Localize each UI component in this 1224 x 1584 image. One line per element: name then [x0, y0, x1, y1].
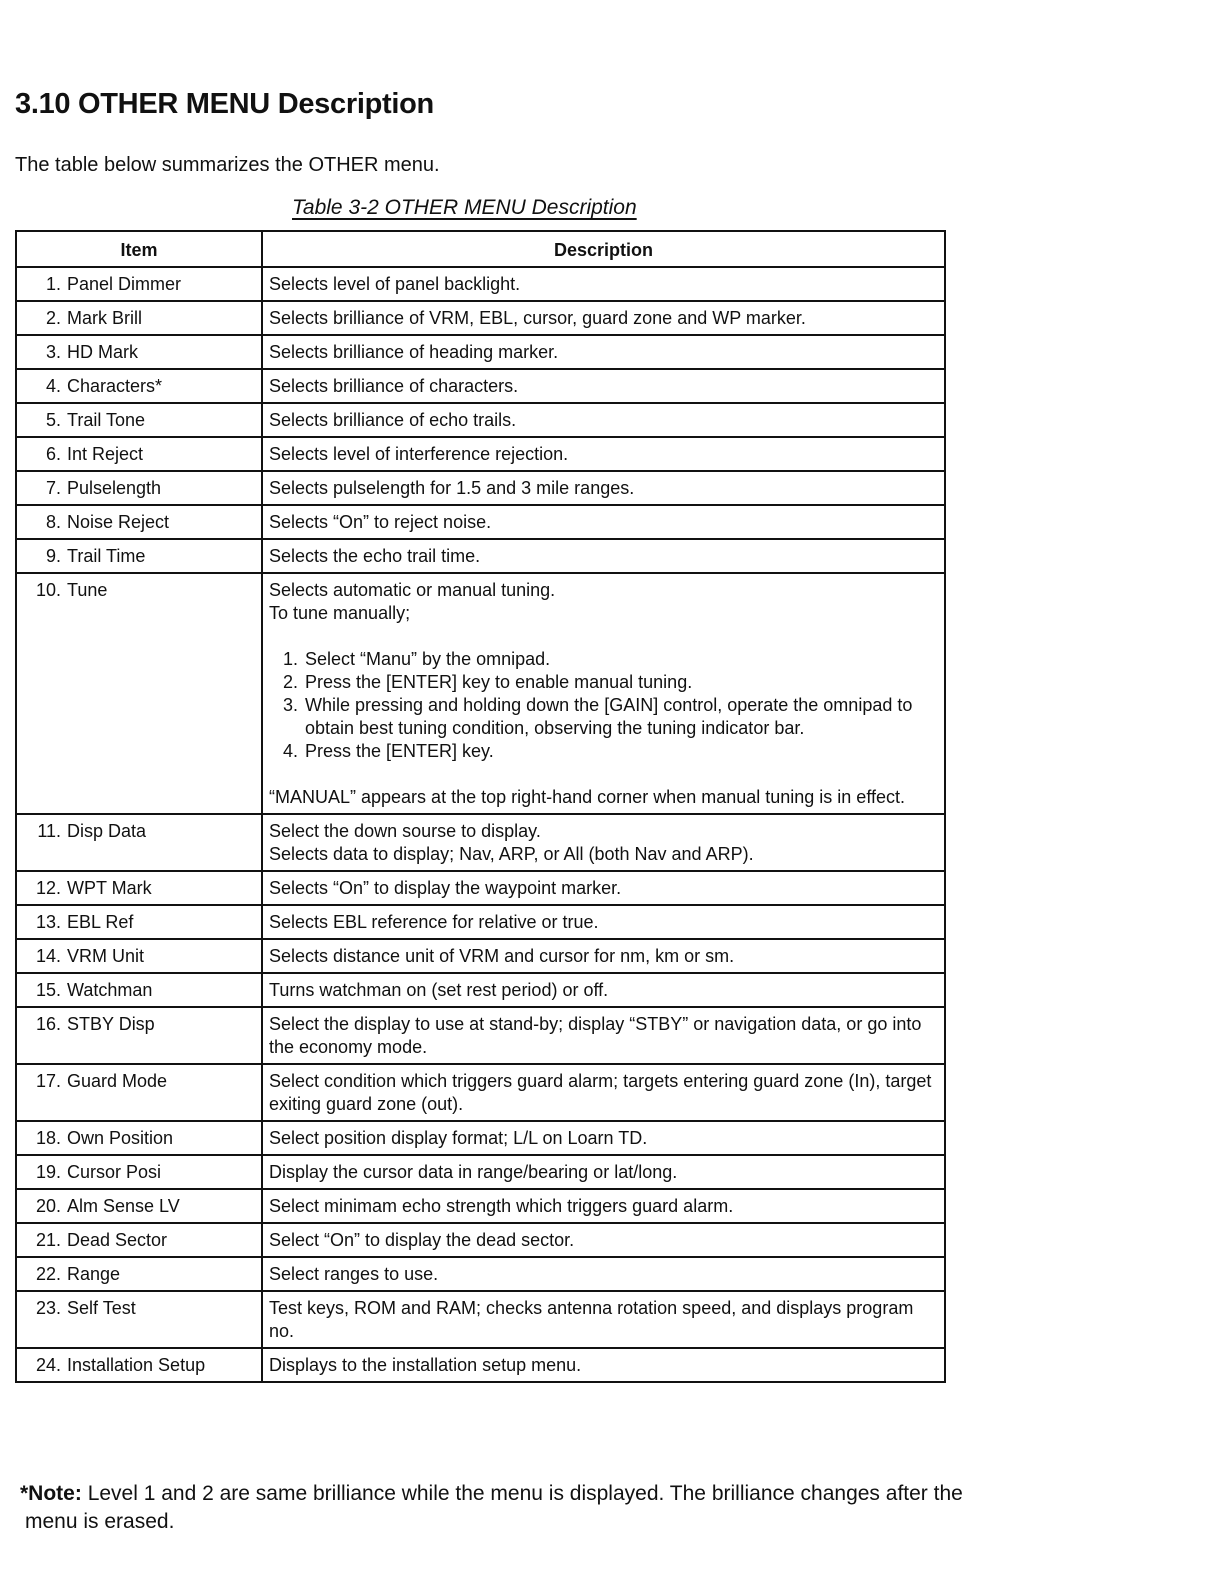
item-cell	[16, 471, 262, 505]
manual-note: “MANUAL” appears at the top right-hand corner when manual tuning is in effect.	[269, 787, 906, 807]
table-row	[16, 1064, 945, 1121]
item-name: Panel Dimmer	[67, 274, 182, 294]
description-cell	[262, 1121, 945, 1155]
description-cell	[262, 539, 945, 573]
description-text: Turns watchman on (set rest period) or off.	[269, 980, 609, 1000]
description-cell	[262, 505, 945, 539]
description-text: Select the down sourse to display.	[269, 821, 541, 841]
table-row	[16, 1121, 945, 1155]
item-number: 11.	[37, 821, 61, 841]
item-number: 20.	[35, 1196, 61, 1216]
table-row	[16, 301, 945, 335]
item-number: 3.	[45, 342, 61, 362]
page-title: 3.10 OTHER MENU Description	[15, 88, 434, 120]
description-cell	[262, 905, 945, 939]
description-text: Selects the echo trail time.	[269, 546, 481, 566]
item-name: Own Position	[67, 1128, 174, 1148]
item-number: 21.	[35, 1230, 61, 1250]
description-cell	[262, 1348, 945, 1382]
description-text: Selects distance unit of VRM and cursor for nm, km or sm.	[269, 946, 735, 966]
tuning-steps	[269, 648, 938, 763]
item-number: 14.	[35, 946, 61, 966]
item-cell	[16, 1007, 262, 1064]
item-name: Pulselength	[67, 478, 162, 498]
description-cell	[262, 573, 945, 814]
table-row	[16, 905, 945, 939]
item-number: 16.	[35, 1014, 61, 1034]
item-name: Alm Sense LV	[67, 1196, 180, 1216]
intro-text: The table below summarizes the OTHER menu.	[15, 154, 440, 176]
tuning-step: 1. Select “Manu” by the omnipad.	[303, 648, 938, 671]
description-cell	[262, 1291, 945, 1348]
description-text: Test keys, ROM and RAM; checks antenna rotation speed, and displays program no.	[269, 1298, 914, 1341]
description-text: Select condition which triggers guard alarm; targets entering guard zone (In), target exiting guard zone (out).	[269, 1071, 932, 1114]
item-number: 6.	[45, 444, 61, 464]
description-cell	[262, 939, 945, 973]
item-number: 12.	[35, 878, 61, 898]
description-text: Select position display format; L/L on Loarn TD.	[269, 1128, 648, 1148]
item-name: WPT Mark	[67, 878, 152, 898]
item-cell	[16, 973, 262, 1007]
item-cell	[16, 1223, 262, 1257]
item-number: 15.	[35, 980, 61, 1000]
description-text: Select “On” to display the dead sector.	[269, 1230, 575, 1250]
item-cell	[16, 369, 262, 403]
item-name: EBL Ref	[67, 912, 134, 932]
description-cell	[262, 1189, 945, 1223]
description-text: Selects automatic or manual tuning.	[269, 580, 556, 600]
item-number: 4.	[45, 376, 61, 396]
description-cell	[262, 301, 945, 335]
item-cell	[16, 939, 262, 973]
description-text: Selects brilliance of echo trails.	[269, 410, 517, 430]
item-name: Characters*	[67, 376, 163, 396]
description-cell	[262, 369, 945, 403]
item-cell	[16, 1348, 262, 1382]
description-cell	[262, 1064, 945, 1121]
item-number: 13.	[35, 912, 61, 932]
item-cell	[16, 1155, 262, 1189]
item-name: Cursor Posi	[67, 1162, 162, 1182]
item-name: Trail Time	[67, 546, 146, 566]
item-cell	[16, 573, 262, 814]
description-cell	[262, 403, 945, 437]
table-row	[16, 573, 945, 814]
item-name: Mark Brill	[67, 308, 142, 328]
item-name: Self Test	[67, 1298, 136, 1318]
item-number: 1.	[45, 274, 61, 294]
item-name: Disp Data	[67, 821, 147, 841]
description-cell	[262, 814, 945, 871]
description-text: Selects data to display; Nav, ARP, or All (both Nav and ARP).	[269, 844, 754, 864]
table-body	[16, 267, 945, 1382]
tuning-step: 4. Press the [ENTER] key.	[303, 740, 938, 763]
item-number: 23.	[35, 1298, 61, 1318]
item-name: Trail Tone	[67, 410, 146, 430]
item-name: Watchman	[67, 980, 153, 1000]
item-number: 19.	[35, 1162, 61, 1182]
table-row	[16, 539, 945, 573]
description-text: Selects “On” to display the waypoint marker.	[269, 878, 622, 898]
item-cell	[16, 335, 262, 369]
description-cell	[262, 871, 945, 905]
item-number: 2.	[45, 308, 61, 328]
description-text: Selects “On” to reject noise.	[269, 512, 492, 532]
item-cell	[16, 437, 262, 471]
description-text: Selects level of interference rejection.	[269, 444, 569, 464]
table-row	[16, 973, 945, 1007]
description-text: Select ranges to use.	[269, 1264, 439, 1284]
description-text: Selects pulselength for 1.5 and 3 mile ranges.	[269, 478, 635, 498]
header-item: Item	[16, 231, 262, 267]
description-text: Selects brilliance of VRM, EBL, cursor, guard zone and WP marker.	[269, 308, 806, 328]
item-name: Tune	[67, 580, 108, 600]
table-row	[16, 1348, 945, 1382]
description-cell	[262, 437, 945, 471]
item-name: Guard Mode	[67, 1071, 168, 1091]
item-number: 9.	[45, 546, 61, 566]
item-number: 17.	[35, 1071, 61, 1091]
tuning-step: 3. While pressing and holding down the [GAIN] control, operate the omnipad to obtain best tuning condition, observing the tuning indicator bar.	[303, 694, 938, 740]
item-cell	[16, 1257, 262, 1291]
table-row	[16, 1155, 945, 1189]
table-row	[16, 1291, 945, 1348]
item-cell	[16, 1189, 262, 1223]
item-cell	[16, 403, 262, 437]
item-number: 10.	[35, 580, 61, 600]
description-cell	[262, 1155, 945, 1189]
table-row	[16, 1007, 945, 1064]
description-cell	[262, 1223, 945, 1257]
item-name: Noise Reject	[67, 512, 170, 532]
item-cell	[16, 814, 262, 871]
description-cell	[262, 1007, 945, 1064]
item-cell	[16, 871, 262, 905]
item-name: VRM Unit	[67, 946, 145, 966]
table-row	[16, 505, 945, 539]
table-row	[16, 471, 945, 505]
item-cell	[16, 505, 262, 539]
item-number: 24.	[35, 1355, 61, 1375]
table-row	[16, 1223, 945, 1257]
description-cell	[262, 1257, 945, 1291]
table-row	[16, 1189, 945, 1223]
table-row	[16, 939, 945, 973]
item-name: STBY Disp	[67, 1014, 155, 1034]
item-number: 5.	[45, 410, 61, 430]
description-text: Displays to the installation setup menu.	[269, 1355, 582, 1375]
table-caption: Table 3-2 OTHER MENU Description	[292, 196, 637, 219]
table-row	[16, 267, 945, 301]
item-cell	[16, 301, 262, 335]
table-row	[16, 814, 945, 871]
item-number: 22.	[35, 1264, 61, 1284]
description-text: Select minimam echo strength which triggers guard alarm.	[269, 1196, 734, 1216]
note-text: Level 1 and 2 are same brilliance while the menu is displayed. The brilliance changes after the menu is erased.	[25, 1482, 963, 1533]
item-number: 7.	[45, 478, 61, 498]
description-cell	[262, 471, 945, 505]
item-name: Int Reject	[67, 444, 144, 464]
description-text: To tune manually;	[269, 603, 411, 623]
item-name: HD Mark	[67, 342, 138, 362]
footnote	[15, 1480, 965, 1536]
description-text: Selects brilliance of heading marker.	[269, 342, 559, 362]
header-description: Description	[262, 231, 945, 267]
note-label: *Note:	[20, 1482, 82, 1505]
description-text: Selects level of panel backlight.	[269, 274, 521, 294]
other-menu-table	[15, 230, 946, 1383]
tuning-step: 2. Press the [ENTER] key to enable manual tuning.	[303, 671, 938, 694]
item-cell	[16, 267, 262, 301]
item-cell	[16, 1064, 262, 1121]
item-name: Range	[67, 1264, 121, 1284]
table-row	[16, 335, 945, 369]
description-text: Display the cursor data in range/bearing or lat/long.	[269, 1162, 678, 1182]
description-text: Select the display to use at stand-by; display “STBY” or navigation data, or go into the economy mode.	[269, 1014, 922, 1057]
table-header-row	[16, 231, 945, 267]
item-cell	[16, 1121, 262, 1155]
item-cell	[16, 905, 262, 939]
item-cell	[16, 1291, 262, 1348]
description-cell	[262, 267, 945, 301]
table-row	[16, 437, 945, 471]
description-cell	[262, 973, 945, 1007]
table-row	[16, 1257, 945, 1291]
description-text: Selects brilliance of characters.	[269, 376, 519, 396]
item-cell	[16, 539, 262, 573]
table-row	[16, 871, 945, 905]
table-row	[16, 403, 945, 437]
item-number: 8.	[45, 512, 61, 532]
description-text: Selects EBL reference for relative or true.	[269, 912, 599, 932]
description-cell	[262, 335, 945, 369]
item-name: Dead Sector	[67, 1230, 168, 1250]
item-number: 18.	[35, 1128, 61, 1148]
item-name: Installation Setup	[67, 1355, 206, 1375]
table-row	[16, 369, 945, 403]
